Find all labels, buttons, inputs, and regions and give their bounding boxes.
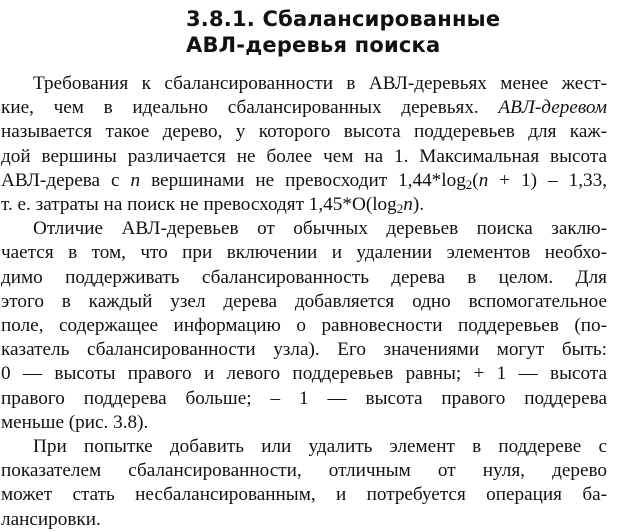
text-fragment: кие, чем в идеально сбалансированных деревьях. bbox=[1, 97, 499, 119]
text-line: димо поддерживать сбалансированность дерева в целом. Для bbox=[1, 266, 607, 288]
defined-term: АВЛ-деревом bbox=[498, 97, 607, 119]
text-fragment: вершинами не превосходит 1,44*log bbox=[140, 169, 466, 191]
text-line: Отличие АВЛ-деревьев от обычных деревьев поиска заклю- bbox=[33, 218, 607, 240]
text-line: чается в том, что при включении и удалении элементов необхо- bbox=[1, 242, 607, 264]
log-base-subscript: 2 bbox=[465, 176, 473, 192]
paragraph-1 bbox=[1, 72, 607, 217]
variable-n: n bbox=[130, 169, 141, 191]
text-line: этого в каждый узел дерева добавляется одно вспомогательное bbox=[1, 290, 607, 312]
log-base-subscript: 2 bbox=[396, 201, 404, 217]
text-line: показателем сбалансированности, отличным от нуля, дерево bbox=[1, 460, 607, 482]
text-line: Требования к сбалансированности в АВЛ-деревьях менее жест- bbox=[33, 73, 607, 94]
section-heading bbox=[186, 6, 606, 58]
paragraph-2 bbox=[1, 217, 607, 435]
text-fragment: АВЛ-дерева с bbox=[1, 169, 131, 191]
text-line bbox=[1, 96, 607, 120]
text-line: При попытке добавить или удалить элемент в поддереве с bbox=[33, 436, 607, 458]
text-line: меньше (рис. 3.8). bbox=[1, 411, 149, 433]
text-line: дой вершины различается не более чем на 1. Максимальная высота bbox=[1, 145, 607, 167]
text-line: лансировки. bbox=[1, 508, 101, 530]
text-line bbox=[1, 169, 607, 193]
text-line: казатель сбалансированности узла). Его значениями могут быть: bbox=[1, 339, 607, 361]
text-line: 0 — высоты правого и левого поддеревьев равны; + 1 — высота bbox=[1, 363, 607, 385]
text-line: правого поддерева больше; – 1 — высота правого поддерева bbox=[1, 387, 607, 409]
text-line: называется такое дерево, у которого высота поддеревьев для каж- bbox=[1, 121, 607, 143]
text-line: поле, содержащее информацию о равновесности поддеревьев (по- bbox=[1, 315, 607, 337]
text-fragment: ( bbox=[472, 169, 479, 191]
text-fragment: + 1) – 1,33, bbox=[488, 169, 607, 191]
text-fragment: т. е. затраты на поиск не превосходят 1,45*O(log bbox=[1, 194, 397, 216]
variable-n: n bbox=[478, 169, 489, 191]
variable-n: n bbox=[403, 194, 413, 216]
section-heading-line-1: 3.8.1. Сбалансированные bbox=[186, 7, 501, 31]
text-line: может стать несбалансированным, и потребуется операция ба- bbox=[1, 484, 607, 506]
section-heading-line-2: АВЛ-деревья поиска bbox=[186, 33, 441, 57]
paragraph-3 bbox=[1, 435, 607, 532]
text-fragment: ). bbox=[412, 194, 425, 216]
text-line bbox=[1, 193, 607, 217]
section-body bbox=[1, 72, 607, 532]
